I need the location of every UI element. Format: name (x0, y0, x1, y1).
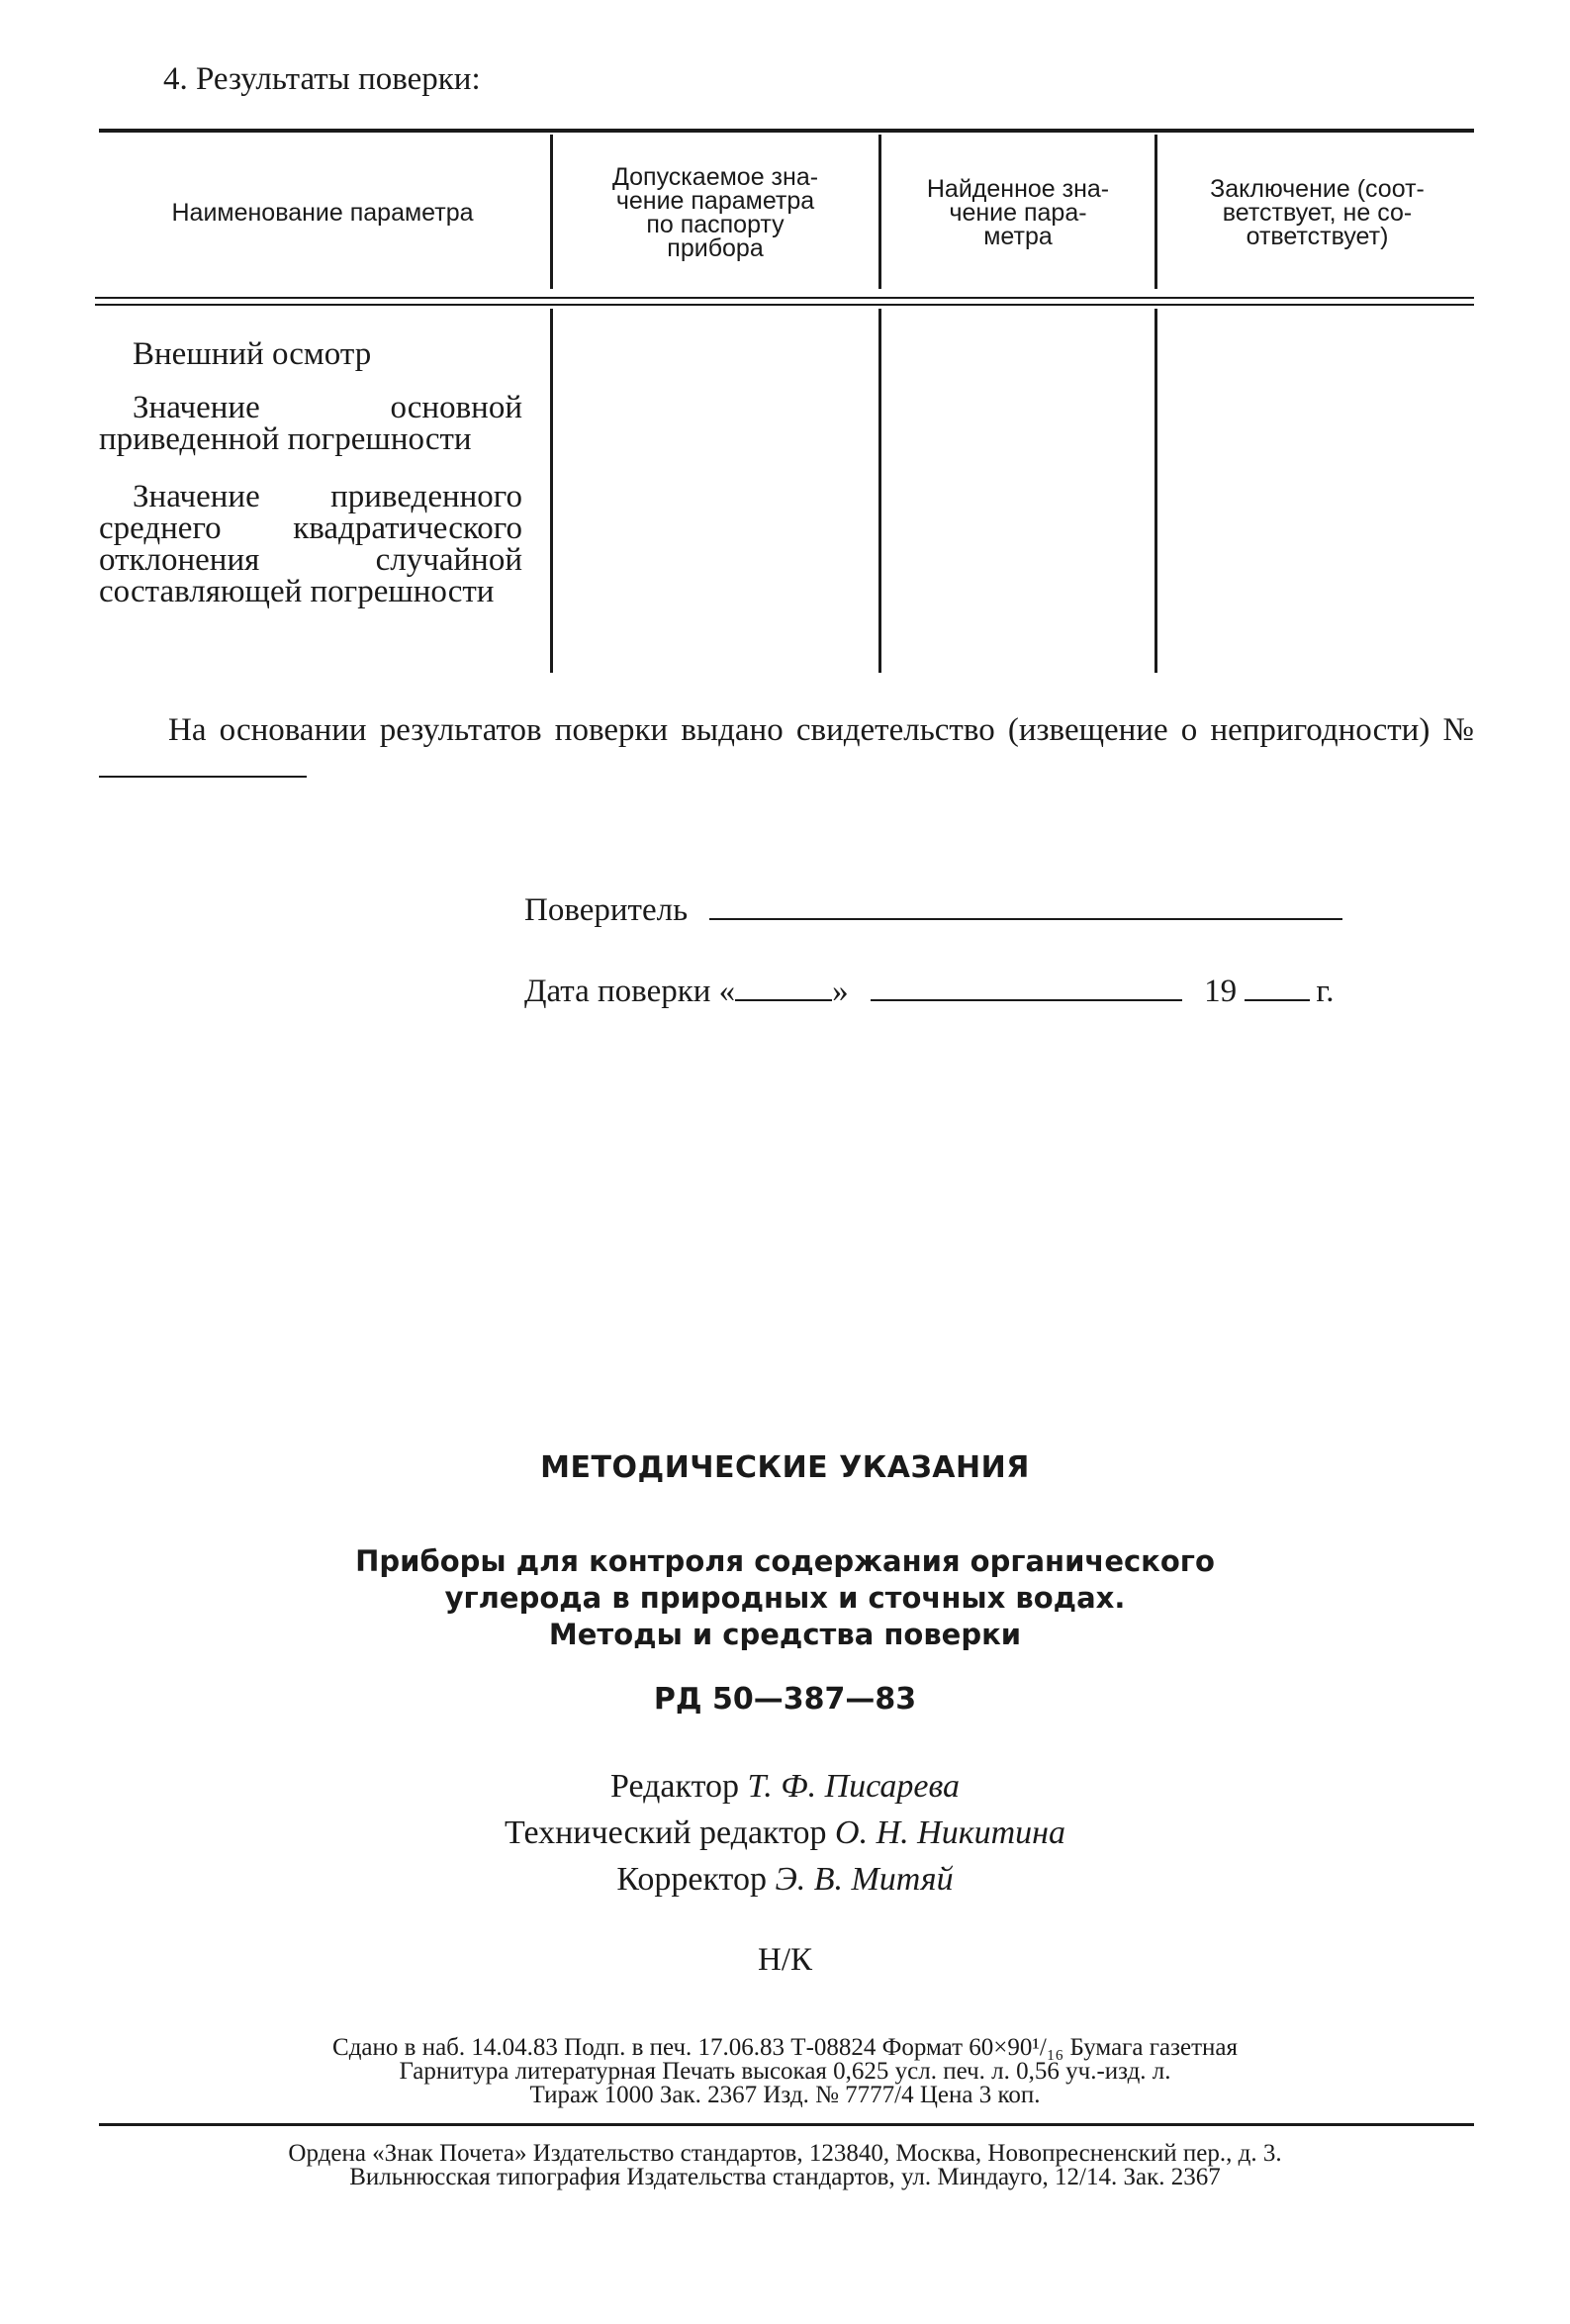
table-row: Значение основной приведенной погрешности (99, 390, 522, 457)
table-row: Значение приведенного среднего квадратического отклонения случайной составляющей погрешности (99, 479, 522, 609)
tech-editor-line: Технический редактор О. Н. Никитина (504, 1814, 1066, 1851)
date-line: Дата поверки « » 19 г. (524, 974, 1335, 1009)
table-col-divider (550, 135, 553, 289)
certificate-number-field (99, 748, 307, 778)
table-header-cell: Наименование параметра (171, 199, 474, 227)
print-info: Сдано в наб. 14.04.83 Подп. в печ. 17.06.83 Т-08824 Формат 60×90¹/₁₆ Бумага газетная Гарнитура литературная Печать высокая 0,625 усл. печ. л. 0,56 уч.-изд. л. Тираж 1000 Зак. 2367 Изд. № 7777/4 Цена 3 коп. (332, 2034, 1238, 2108)
imprint-rule (99, 2123, 1474, 2126)
publisher-info: Ордена «Знак Почета» Издательство стандартов, 123840, Москва, Новопресненский пер., д. 3. Вильнюсская типография Издательства стандартов, ул. Миндауго, 12/14. Зак. 2367 (288, 2140, 1282, 2190)
table-row: Внешний осмотр (133, 336, 372, 372)
editor-line: Редактор Т. Ф. Писарева (610, 1768, 960, 1805)
table-col-divider (878, 309, 881, 673)
table-header-cell: Найденное зна- чение пара- метра (926, 175, 1110, 250)
colophon-heading: МЕТОДИЧЕСКИЕ УКАЗАНИЯ (540, 1450, 1030, 1485)
document-code: РД 50—387—83 (653, 1682, 917, 1717)
date-month-field (871, 972, 1182, 1001)
date-year-field (1245, 972, 1310, 1001)
editorial-staff (0, 1763, 1570, 1903)
verifier-signature-field (709, 890, 1342, 920)
table-header-rule (95, 297, 1474, 299)
document-title: Приборы для контроля содержания органического углерода в природных и сточных водах. Методы и средства поверки (355, 1544, 1215, 1651)
corrector-line: Корректор Э. В. Митяй (616, 1861, 954, 1898)
verifier-line: Поверитель (524, 890, 1342, 929)
table-top-rule (99, 129, 1474, 133)
table-col-divider (1154, 135, 1157, 289)
table-col-divider (878, 135, 881, 289)
table-header-rule-2 (95, 304, 1474, 306)
table-col-divider (1154, 309, 1157, 673)
date-day-field (735, 972, 832, 1001)
conclusion-paragraph: На основании результатов поверки выдано свидетельство (извещение о непригодности) № (99, 712, 1474, 786)
table-header-cell: Допускаемое зна- чение параметра по паспорту прибора (611, 163, 819, 262)
section-title: 4. Результаты поверки: (163, 61, 481, 97)
nk-mark: Н/К (757, 1942, 812, 1978)
table-header-cell: Заключение (соот- ветствует, не со- ответствует) (1210, 175, 1425, 250)
